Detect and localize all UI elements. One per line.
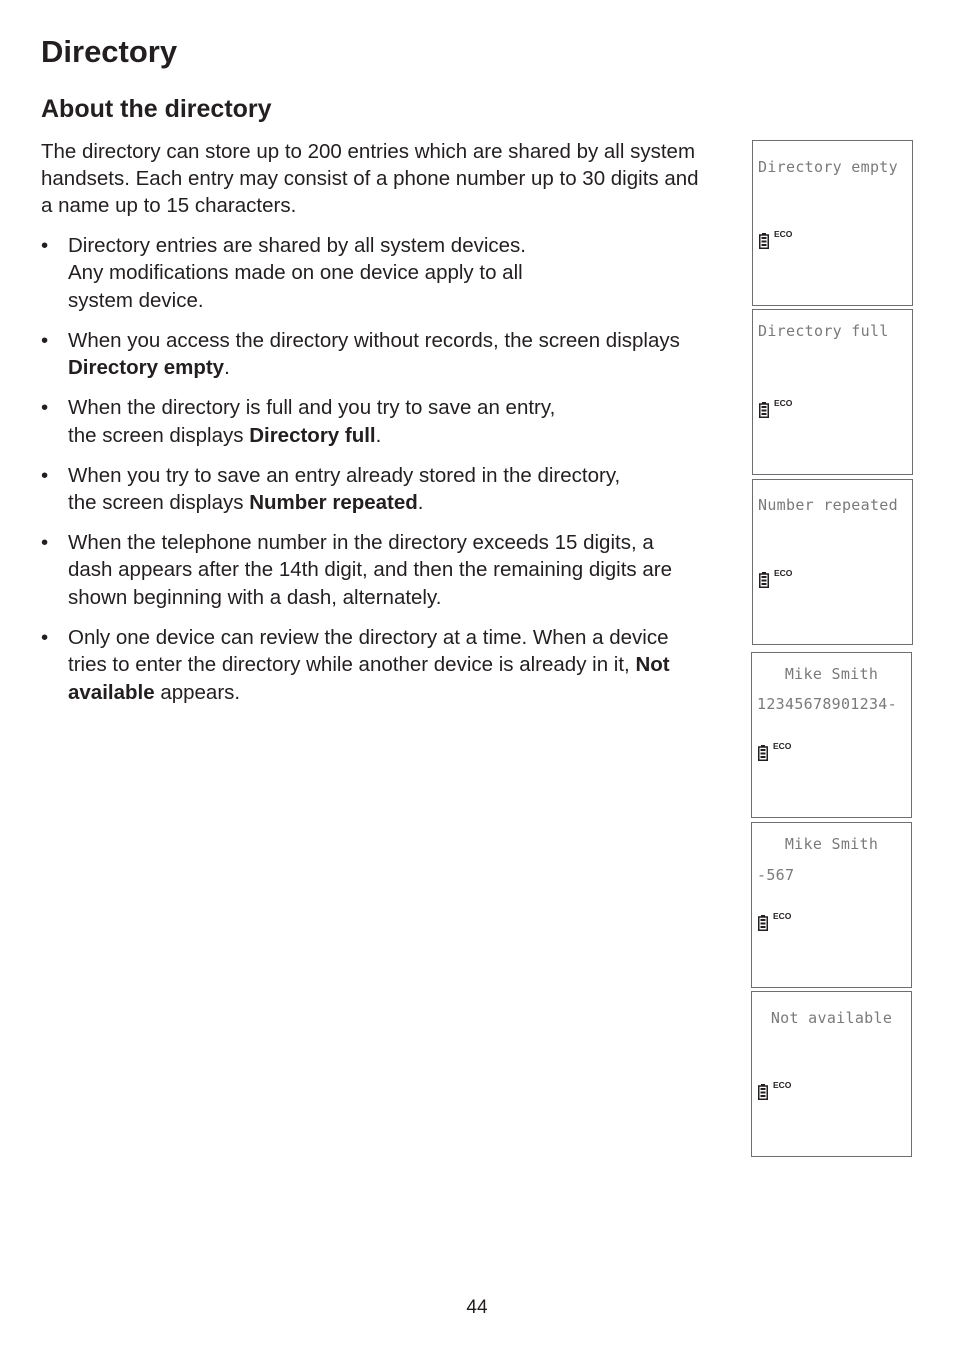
eco-indicator: ECO (773, 741, 792, 751)
eco-indicator: ECO (774, 229, 793, 239)
section-title: About the directory (41, 95, 272, 123)
eco-indicator: ECO (774, 568, 793, 578)
lcd-text: Not available (770, 1009, 893, 1027)
bullet-text: the screen displays (68, 491, 250, 515)
battery-icon (758, 1084, 768, 1100)
bullet-item (41, 529, 703, 611)
bullet-bold-term: Directory full (249, 423, 376, 447)
battery-icon (759, 572, 769, 588)
lcd-text: Number repeated (758, 496, 898, 514)
bullet-item (41, 394, 703, 449)
lcd-text: Directory empty (758, 158, 898, 176)
bullet-text-line: Any modifications made on one device apply to all (68, 261, 523, 285)
bullet-text: the screen displays (68, 423, 250, 447)
bullet-item (41, 624, 703, 706)
bullet-bold-term: Number repeated (249, 491, 418, 515)
intro-paragraph: The directory can store up to 200 entries which are shared by all system handsets. Each entry may consist of a phone number up to 30 digits and a name up to 15 characters. (41, 140, 699, 217)
lcd-screen-not-available (751, 991, 912, 1157)
bullet-marker: • (41, 463, 49, 487)
bullet-list (41, 232, 703, 719)
bullet-marker: • (41, 396, 49, 420)
eco-indicator: ECO (773, 1080, 792, 1090)
lcd-screen-number-repeated (752, 479, 913, 645)
bullet-marker: • (41, 531, 49, 555)
bullet-item (41, 232, 703, 314)
bullet-text: Only one device can review the directory at a time. When a device tries to enter the directory while another device is already in it, (68, 625, 669, 677)
bullet-bold-term: Directory empty (68, 356, 225, 380)
bullet-marker: • (41, 234, 49, 257)
lcd-screen-long-number-part1 (751, 652, 912, 818)
eco-indicator: ECO (773, 911, 792, 921)
bullet-text: When you try to save an entry already stored in the directory, (68, 463, 621, 487)
lcd-screen-directory-empty (752, 140, 913, 306)
bullet-text: . (375, 423, 382, 447)
bullet-text: When the directory is full and you try to save an entry, (68, 396, 556, 420)
bullet-marker: • (41, 328, 49, 352)
battery-icon (759, 402, 769, 418)
lcd-number-text: 12345678901234- (757, 695, 897, 713)
lcd-name-text: Mike Smith (784, 835, 879, 853)
bullet-text-line: Directory entries are shared by all system devices. (68, 234, 527, 257)
eco-indicator: ECO (774, 398, 793, 408)
bullet-text: . (417, 491, 424, 515)
lcd-text: Directory full (758, 322, 889, 340)
lcd-number-text: -567 (757, 866, 795, 884)
battery-icon (758, 745, 768, 761)
battery-icon (759, 233, 769, 249)
bullet-text: When you access the directory without records, the screen displays (68, 328, 680, 352)
bullet-marker: • (41, 625, 49, 649)
bullet-text: appears. (154, 680, 241, 704)
bullet-text: When the telephone number in the directory exceeds 15 digits, a dash appears after the 14th digit, and then the remaining digits are shown beginning with a dash, alternately. (68, 531, 673, 609)
bullet-bold-term: Not available (68, 653, 670, 704)
bullet-text: . (224, 356, 230, 380)
bullet-text-line: system device. (68, 288, 204, 312)
lcd-name-text: Mike Smith (784, 665, 879, 683)
battery-icon (758, 915, 768, 931)
bullet-item (41, 462, 703, 517)
page-number: 44 (466, 1297, 488, 1318)
lcd-screen-directory-full (752, 309, 913, 475)
bullet-item (41, 327, 703, 382)
page-title: Directory (41, 34, 178, 69)
lcd-screen-long-number-part2 (751, 822, 912, 988)
